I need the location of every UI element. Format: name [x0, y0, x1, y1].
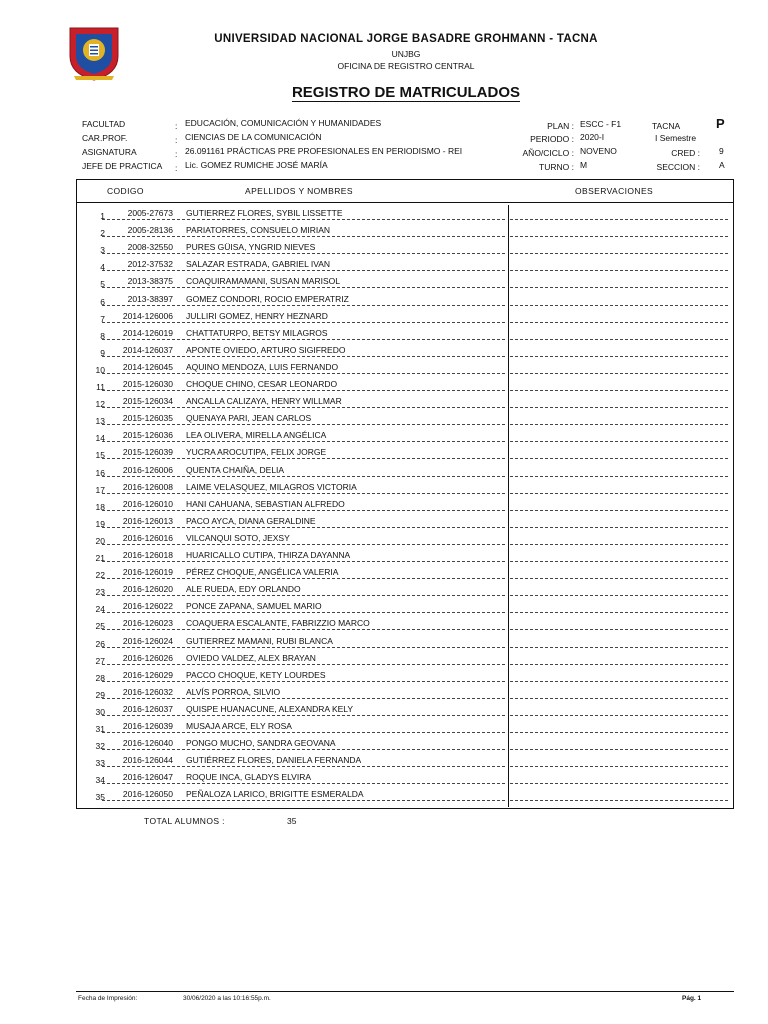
observation-line — [510, 800, 728, 801]
student-name: HUARICALLO CUTIPA, THIRZA DAYANNA — [186, 550, 351, 560]
table-row — [77, 394, 733, 411]
observation-line — [510, 305, 728, 306]
observation-line — [510, 766, 728, 767]
student-code: 2008-32550 — [127, 242, 173, 253]
table-row — [77, 770, 733, 787]
row-number: 5 — [100, 279, 105, 290]
row-number: 30 — [95, 706, 105, 717]
student-code: 2016-126032 — [122, 686, 173, 697]
row-dotted-line — [102, 612, 505, 613]
table-row — [77, 463, 733, 480]
university-name: UNIVERSIDAD NACIONAL JORGE BASADRE GROHMANN - TACNA — [214, 33, 598, 45]
observation-line — [510, 493, 728, 494]
row-dotted-line — [102, 544, 505, 545]
cred-label: CRED : — [671, 148, 700, 158]
row-number: 19 — [95, 518, 105, 529]
table-row — [77, 582, 733, 599]
university-acronym: UNJBG — [391, 49, 421, 59]
observation-line — [510, 732, 728, 733]
anio-value: NOVENO — [580, 146, 617, 156]
student-code: 2016-126008 — [122, 481, 173, 492]
student-code: 2014-126006 — [122, 310, 173, 321]
column-header-observaciones: OBSERVACIONES — [575, 186, 654, 196]
table-row — [77, 240, 733, 257]
row-number: 18 — [95, 501, 105, 512]
student-code: 2016-126013 — [122, 515, 173, 526]
student-code: 2016-126044 — [122, 755, 173, 766]
student-name: PACO AYCA, DIANA GERALDINE — [186, 515, 316, 526]
table-row — [77, 599, 733, 616]
asignatura-label: ASIGNATURA — [82, 147, 137, 157]
column-header-codigo: CODIGO — [107, 186, 144, 196]
student-name: ALVÍS PORROA, SILVIO — [186, 686, 281, 697]
observation-line — [510, 698, 728, 699]
student-name: ALE RUEDA, EDY ORLANDO — [186, 584, 301, 595]
student-name: COAQUERA ESCALANTE, FABRIZZIO MARCO — [186, 618, 370, 629]
row-number: 16 — [95, 467, 105, 478]
student-code: 2015-126030 — [122, 379, 173, 389]
table-row — [77, 309, 733, 326]
row-dotted-line — [102, 373, 505, 374]
student-name: PACCO CHOQUE, KETY LOURDES — [186, 669, 326, 680]
row-number: 3 — [100, 245, 105, 256]
anio-label: AÑO/CICLO : — [522, 148, 574, 158]
student-name: YUCRA AROCUTIPA, FELIX JORGE — [186, 447, 327, 458]
observation-line — [510, 595, 728, 596]
tipo-badge: P — [716, 116, 725, 131]
row-number: 27 — [95, 655, 105, 666]
student-code: 2005-27673 — [127, 208, 173, 218]
table-row — [77, 616, 733, 633]
carprof-value: CIENCIAS DE LA COMUNICACIÓN — [185, 132, 322, 142]
student-name: COAQUIRAMAMANI, SUSAN MARISOL — [186, 276, 340, 287]
observation-line — [510, 527, 728, 528]
table-row — [77, 702, 733, 719]
student-code: 2016-126050 — [122, 789, 173, 800]
facultad-value: EDUCACIÓN, COMUNICACIÓN Y HUMANIDADES — [185, 118, 382, 128]
observation-line — [510, 356, 728, 357]
student-code: 2015-126036 — [122, 430, 173, 441]
colon: : — [175, 135, 178, 145]
plan-value: ESCC - F1 — [580, 119, 622, 129]
row-number: 32 — [95, 741, 105, 752]
facultad-label: FACULTAD — [82, 119, 126, 129]
row-dotted-line — [102, 458, 505, 459]
row-dotted-line — [102, 339, 505, 340]
row-number: 12 — [95, 399, 105, 410]
student-name: PONGO MUCHO, SANDRA GEOVANA — [186, 738, 336, 749]
observation-line — [510, 629, 728, 630]
student-name: QUISPE HUANACUNE, ALEXANDRA KELY — [186, 703, 354, 714]
student-name: GUTIERREZ FLORES, SYBIL LISSETTE — [186, 208, 343, 218]
row-dotted-line — [102, 527, 505, 528]
row-dotted-line — [102, 732, 505, 733]
student-code: 2015-126035 — [122, 413, 173, 424]
student-name: PÉREZ CHOQUE, ANGÉLICA VALERIA — [186, 567, 339, 578]
carprof-label: CAR.PROF. — [82, 133, 128, 143]
print-date-label: Fecha de Impresión: — [78, 995, 138, 1002]
student-name: ANCALLA CALIZAYA, HENRY WILLMAR — [186, 396, 342, 407]
student-code: 2014-126019 — [122, 327, 173, 338]
observation-line — [510, 681, 728, 682]
observation-line — [510, 783, 728, 784]
row-number: 13 — [95, 416, 105, 427]
student-code: 2016-126019 — [122, 567, 173, 578]
row-dotted-line — [102, 476, 505, 477]
row-number: 8 — [100, 330, 105, 341]
row-number: 21 — [95, 553, 105, 563]
observation-line — [510, 407, 728, 408]
row-dotted-line — [102, 647, 505, 648]
row-dotted-line — [102, 236, 505, 237]
student-code: 2016-126037 — [122, 703, 173, 714]
row-number: 24 — [95, 604, 105, 615]
row-dotted-line — [102, 561, 505, 562]
student-name: GUTIÉRREZ FLORES, DANIELA FERNANDA — [186, 755, 362, 766]
student-name: PARIATORRES, CONSUELO MIRIAN — [186, 225, 331, 236]
turno-label: TURNO : — [539, 162, 574, 172]
header-divider — [77, 202, 733, 203]
student-code: 2016-126022 — [122, 601, 173, 612]
student-name: CHATTATURPO, BETSY MILAGROS — [186, 327, 328, 338]
table-row — [77, 497, 733, 514]
asignatura-value: 26.091161 PRÁCTICAS PRE PROFESIONALES EN PERIODISMO - REI — [185, 146, 463, 156]
student-name: LAIME VELASQUEZ, MILAGROS VICTORIA — [186, 481, 357, 492]
row-dotted-line — [102, 287, 505, 288]
row-number: 14 — [95, 433, 105, 444]
observation-line — [510, 458, 728, 459]
row-dotted-line — [102, 749, 505, 750]
row-number: 10 — [95, 364, 105, 375]
table-row — [77, 651, 733, 668]
table-row — [77, 514, 733, 531]
observation-line — [510, 373, 728, 374]
row-number: 25 — [95, 621, 105, 632]
total-label: TOTAL ALUMNOS : — [144, 816, 225, 826]
table-row — [77, 685, 733, 702]
row-dotted-line — [102, 578, 505, 579]
row-dotted-line — [102, 681, 505, 682]
table-row — [77, 719, 733, 736]
table-row — [77, 531, 733, 548]
row-number: 23 — [95, 587, 105, 598]
row-dotted-line — [102, 322, 505, 323]
observation-line — [510, 476, 728, 477]
table-row — [77, 445, 733, 462]
periodo-value: 2020-I — [580, 132, 605, 142]
observation-line — [510, 612, 728, 613]
university-logo — [66, 22, 122, 82]
student-name: SALAZAR ESTRADA, GABRIEL IVAN — [186, 259, 331, 270]
observation-line — [510, 749, 728, 750]
row-dotted-line — [102, 664, 505, 665]
observation-line — [510, 219, 728, 220]
colon: : — [175, 163, 178, 173]
table-row — [77, 206, 733, 223]
student-name: ROQUE INCA, GLADYS ELVIRA — [186, 772, 312, 783]
row-dotted-line — [102, 766, 505, 767]
student-code: 2016-126016 — [122, 532, 173, 543]
table-row — [77, 274, 733, 291]
student-code: 2016-126040 — [122, 738, 173, 749]
office-name: OFICINA DE REGISTRO CENTRAL — [337, 61, 475, 71]
row-number: 35 — [95, 792, 105, 803]
page-number: Pág. 1 — [682, 995, 702, 1002]
student-code: 2016-126023 — [122, 618, 173, 629]
row-dotted-line — [102, 510, 505, 511]
row-number: 28 — [95, 672, 105, 683]
row-number: 11 — [96, 382, 105, 392]
row-dotted-line — [102, 800, 505, 801]
student-name: HANI CAHUANA, SEBASTIAN ALFREDO — [186, 498, 345, 509]
total-value: 35 — [287, 816, 297, 826]
row-number: 29 — [95, 689, 105, 700]
student-code: 2005-28136 — [127, 225, 173, 236]
sede: TACNA — [652, 121, 681, 131]
observation-line — [510, 664, 728, 665]
observation-line — [510, 561, 728, 562]
row-dotted-line — [102, 219, 505, 220]
row-dotted-line — [102, 407, 505, 408]
row-dotted-line — [102, 390, 505, 391]
periodo-label: PERIODO : — [530, 134, 574, 144]
row-dotted-line — [102, 595, 505, 596]
student-name: JULLIRI GOMEZ, HENRY HEZNARD — [186, 310, 328, 321]
row-dotted-line — [102, 698, 505, 699]
table-row — [77, 736, 733, 753]
footer-divider — [76, 991, 734, 992]
observation-line — [510, 236, 728, 237]
student-code: 2015-126034 — [122, 396, 173, 407]
observation-line — [510, 715, 728, 716]
colon: : — [175, 121, 178, 131]
row-dotted-line — [102, 424, 505, 425]
student-name: GUTIERREZ MAMANI, RUBI BLANCA — [186, 635, 333, 646]
table-row — [77, 223, 733, 240]
row-number: 7 — [100, 313, 105, 324]
student-code: 2016-126029 — [122, 669, 173, 680]
table-row — [77, 548, 733, 565]
page-title: REGISTRO DE MATRICULADOS — [291, 84, 521, 101]
table-row — [77, 326, 733, 343]
row-number: 20 — [95, 535, 105, 546]
cred-value: 9 — [719, 146, 724, 156]
row-number: 26 — [95, 638, 105, 649]
row-dotted-line — [102, 305, 505, 306]
student-name: PONCE ZAPANA, SAMUEL MARIO — [186, 601, 322, 612]
student-code: 2016-126039 — [122, 721, 173, 731]
observation-line — [510, 544, 728, 545]
observation-line — [510, 424, 728, 425]
row-number: 34 — [95, 775, 105, 786]
colon: : — [175, 149, 178, 159]
row-number: 17 — [95, 484, 105, 495]
observation-line — [510, 441, 728, 442]
student-code: 2016-126020 — [122, 584, 173, 595]
table-row — [77, 634, 733, 651]
row-number: 15 — [95, 450, 105, 461]
row-dotted-line — [102, 441, 505, 442]
row-number: 22 — [95, 570, 105, 581]
observation-line — [510, 270, 728, 271]
observation-line — [510, 339, 728, 340]
student-name: APONTE OVIEDO, ARTURO SIGIFREDO — [186, 344, 346, 355]
table-row — [77, 480, 733, 497]
print-date-value: 30/06/2020 a las 10:16:55p.m. — [183, 995, 271, 1002]
table-row — [77, 360, 733, 377]
student-code: 2013-38397 — [127, 293, 173, 304]
row-dotted-line — [102, 783, 505, 784]
student-name: PURES GÜISA, YNGRID NIEVES — [186, 242, 316, 253]
student-code: 2012-37532 — [127, 259, 173, 270]
student-code: 2016-126047 — [122, 772, 173, 783]
student-name: CHOQUE CHINO, CESAR LEONARDO — [186, 379, 338, 389]
plan-label: PLAN : — [547, 121, 574, 131]
student-name: AQUINO MENDOZA, LUIS FERNANDO — [186, 361, 339, 372]
row-number: 31 — [95, 724, 105, 734]
student-name: LEA OLIVERA, MIRELLA ANGÉLICA — [186, 430, 327, 441]
student-code: 2013-38375 — [127, 276, 173, 287]
student-name: MUSAJA ARCE, ELY ROSA — [186, 721, 292, 731]
table-row — [77, 411, 733, 428]
seccion-value: A — [719, 160, 725, 170]
semestre: I Semestre — [655, 133, 697, 143]
table-row — [77, 787, 733, 804]
jefe-label: JEFE DE PRACTICA — [82, 161, 163, 171]
table-row — [77, 377, 733, 394]
row-number: 2 — [100, 228, 105, 239]
student-name: OVIEDO VALDEZ, ALEX BRAYAN — [186, 652, 316, 663]
seccion-label: SECCION : — [656, 162, 700, 172]
row-dotted-line — [102, 270, 505, 271]
row-number: 1 — [100, 211, 105, 221]
row-number: 9 — [100, 347, 105, 358]
table-row — [77, 428, 733, 445]
student-code: 2015-126039 — [122, 447, 173, 458]
observation-line — [510, 390, 728, 391]
table-row — [77, 343, 733, 360]
row-number: 6 — [100, 296, 105, 307]
table-row — [77, 292, 733, 309]
student-name: VILCANQUI SOTO, JEXSY — [186, 532, 290, 543]
observation-line — [510, 322, 728, 323]
row-number: 4 — [100, 262, 105, 273]
student-code: 2016-126018 — [122, 550, 173, 560]
observation-line — [510, 647, 728, 648]
student-code: 2016-126010 — [122, 498, 173, 509]
row-number: 33 — [95, 758, 105, 769]
row-dotted-line — [102, 715, 505, 716]
table-row — [77, 668, 733, 685]
observation-line — [510, 510, 728, 511]
column-header-nombres: APELLIDOS Y NOMBRES — [245, 186, 353, 196]
jefe-value: Lic. GOMEZ RUMICHE JOSÉ MARÍA — [185, 160, 328, 170]
student-code: 2016-126006 — [122, 464, 173, 475]
row-dotted-line — [102, 356, 505, 357]
table-row — [77, 257, 733, 274]
student-code: 2014-126045 — [122, 361, 173, 372]
row-dotted-line — [102, 629, 505, 630]
student-name: QUENTA CHAIÑA, DELIA — [186, 464, 285, 475]
student-name: GOMEZ CONDORI, ROCIO EMPERATRIZ — [186, 293, 349, 304]
row-dotted-line — [102, 253, 505, 254]
turno-value: M — [580, 160, 588, 170]
student-code: 2014-126037 — [122, 344, 173, 355]
student-code: 2016-126026 — [122, 652, 173, 663]
student-name: QUENAYA PARI, JEAN CARLOS — [186, 413, 312, 424]
table-row — [77, 753, 733, 770]
student-code: 2016-126024 — [122, 635, 173, 646]
table-row — [77, 565, 733, 582]
observation-line — [510, 253, 728, 254]
row-dotted-line — [102, 493, 505, 494]
observation-line — [510, 287, 728, 288]
observation-line — [510, 578, 728, 579]
student-name: PEÑALOZA LARICO, BRIGITTE ESMERALDA — [186, 789, 364, 800]
